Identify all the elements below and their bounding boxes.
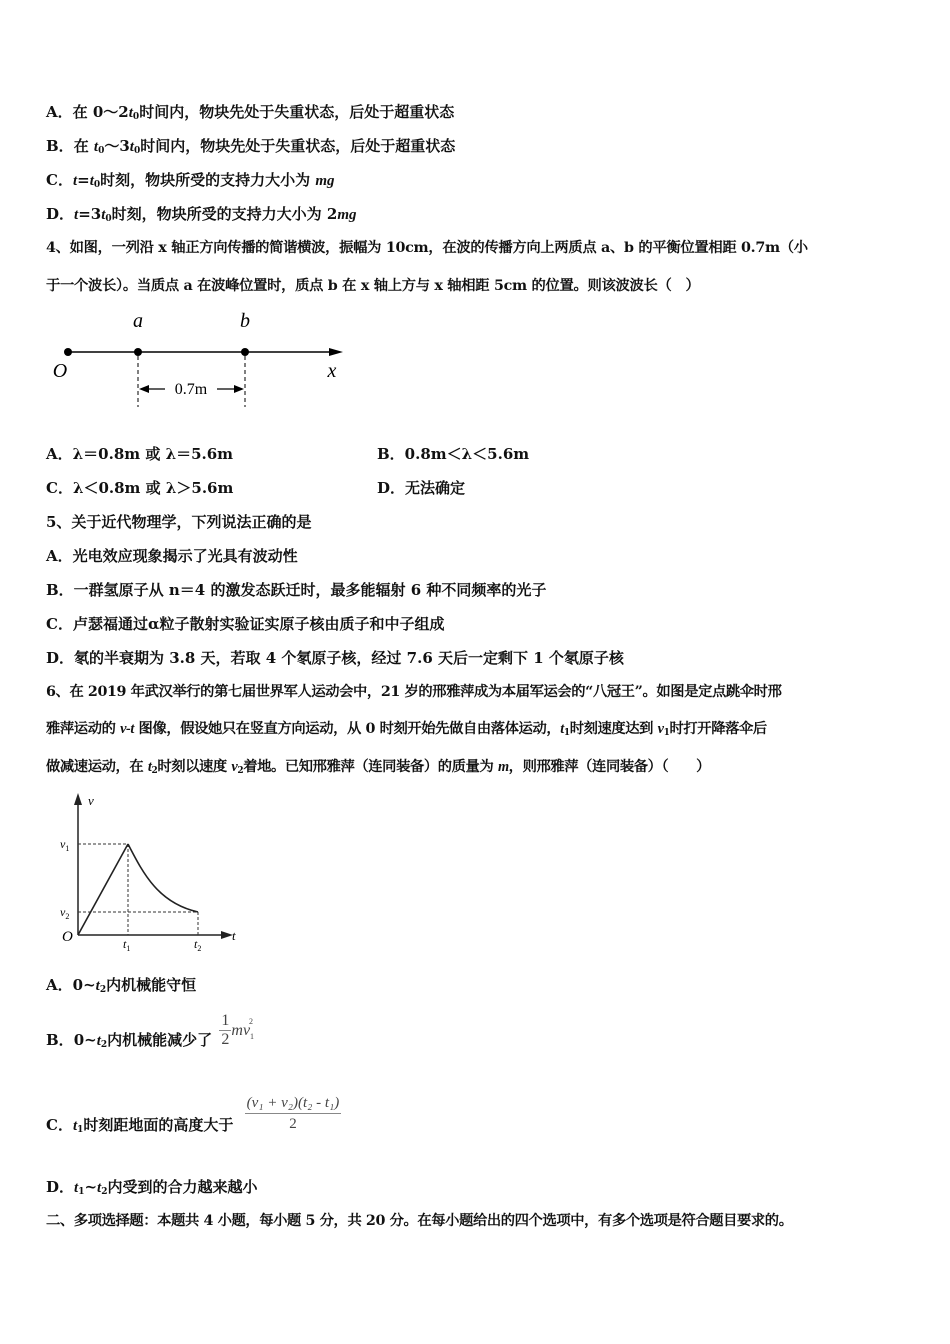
text: ，则邢雅萍（连同装备）（ ） <box>508 759 710 775</box>
option-text: 内机械能守恒 <box>106 976 197 994</box>
text: 时打开降落伞后 <box>669 721 767 737</box>
label-b: b <box>240 310 250 332</box>
q3-option-b <box>46 136 455 161</box>
text: 时刻以速度 <box>157 759 232 775</box>
var: v <box>231 759 238 775</box>
expression-mv <box>231 1017 255 1041</box>
v2-label: $v_2$ <box>60 905 70 921</box>
text: 图像，假设她只在竖直方向运动，从 0 时刻开始先做自由落体运动， <box>133 721 561 737</box>
subscript: 2 <box>100 1039 108 1050</box>
option-label: D． <box>46 205 75 223</box>
label-a: a <box>133 310 143 332</box>
var: v <box>657 721 664 737</box>
v-axis-label: v <box>88 793 94 808</box>
var: t <box>72 173 78 189</box>
var: t <box>97 1180 102 1196</box>
option-text: 时刻距地面的高度大于 <box>83 1115 234 1134</box>
option-text: 时刻，物块所受的支持力大小为 2 <box>111 205 338 223</box>
t2-label: $t_2$ <box>194 937 202 953</box>
text: 做减速运动，在 <box>46 759 148 775</box>
var: t <box>128 105 133 121</box>
var: m <box>497 759 509 775</box>
text: 时刻速度达到 <box>569 721 658 737</box>
numerator: (v₁ + v₂)(t₂ - t₁) <box>245 1093 342 1114</box>
subscript: 0 <box>105 214 112 224</box>
expr: mv <box>231 1021 251 1039</box>
option-text: 时刻，物块所受的支持力大小为 <box>100 171 316 189</box>
wave-axis-figure <box>45 305 355 415</box>
var: t <box>72 1117 78 1134</box>
q3-option-c <box>46 170 335 195</box>
vt-graph-figure <box>48 788 248 953</box>
q4-option-c: C．λ＜0.8m 或 λ＞5.6m <box>46 479 234 497</box>
q5-option-b: B．一群氢原子从 n＝4 的激发态跃迁时，最多能辐射 6 种不同频率的光子 <box>46 581 547 599</box>
denominator: 2 <box>221 1031 230 1048</box>
superscript: 2 <box>249 1017 254 1027</box>
subscript: 1 <box>663 728 670 738</box>
q4-option-a: A．λ＝0.8m 或 λ＝5.6m <box>46 445 234 463</box>
option-label: D． <box>46 1178 75 1196</box>
option-text: 内受到的合力越来越小 <box>107 1178 258 1196</box>
q3-option-a <box>46 102 454 127</box>
q5-stem: 5、关于近代物理学，下列说法正确的是 <box>46 513 312 531</box>
q4-stem-line1: 4、如图，一列沿 x 轴正方向传播的简谐横波，振幅为 10cm，在波的传播方向上两质点 a、b 的平衡位置相距 0.7m（小 <box>46 240 808 256</box>
var: t <box>147 759 152 775</box>
label-origin: O <box>52 360 68 382</box>
option-text: 在 0～2 <box>72 103 129 121</box>
subscript: 2 <box>237 766 244 776</box>
subscript: 0 <box>133 146 141 156</box>
subscript: 2 <box>99 985 107 995</box>
option-text: 0~ <box>73 1030 97 1049</box>
subscript: 1 <box>77 1124 84 1135</box>
option-label: B． <box>46 1030 74 1049</box>
var: t <box>101 207 106 223</box>
q4-option-d: D．无法确定 <box>377 479 466 497</box>
origin-label: O <box>62 929 73 945</box>
option-text: 在 <box>73 137 94 155</box>
var: t <box>74 207 79 223</box>
section-2-heading: 二、多项选择题：本题共 4 小题，每小题 5 分，共 20 分。在每小题给出的四个选项中，有多个选项是符合题目要求的。 <box>46 1213 793 1229</box>
option-label: B． <box>46 137 74 155</box>
fraction-one-half <box>219 1012 231 1049</box>
denominator: 2 <box>289 1116 297 1132</box>
subscript: 0 <box>132 112 140 122</box>
var: t <box>129 139 134 155</box>
option-text: 内机械能减少了 <box>107 1030 213 1049</box>
var: t <box>96 1032 101 1049</box>
var: t <box>560 721 564 737</box>
subscript: 0 <box>98 146 105 156</box>
subscript: 1 <box>563 728 570 738</box>
option-label: C． <box>46 171 73 189</box>
point-a-dot <box>134 348 142 356</box>
subscript: 1 <box>78 1187 85 1197</box>
text: 着地。已知邢雅萍（连同装备）的质量为 <box>243 759 498 775</box>
origin-dot <box>64 348 72 356</box>
q6-option-d <box>46 1177 257 1202</box>
option-text: ~ <box>84 1178 98 1196</box>
distance-label: 0.7m <box>174 381 208 398</box>
subscript: 2 <box>101 1187 108 1197</box>
t1-label: $t_1$ <box>123 937 131 953</box>
option-text: =3 <box>78 205 102 223</box>
subscript: 0 <box>93 180 101 190</box>
option-label: A． <box>46 103 73 121</box>
q6-option-a <box>46 975 196 1000</box>
option-label: C． <box>46 1115 73 1134</box>
t-axis-label: t <box>232 928 236 943</box>
var: t <box>74 1180 79 1196</box>
var: mg <box>315 173 335 189</box>
q4-option-b: B．0.8m＜λ＜5.6m <box>377 445 530 463</box>
option-text: = <box>77 171 90 189</box>
label-x: x <box>327 360 337 382</box>
q6-stem-line1: 6、在 2019 年武汉举行的第七届世界军人运动会中，21 岁的邢雅萍成为本届军运会的“八冠王”。如图是定点跳伞时邢 <box>46 684 782 700</box>
q6-stem-line3 <box>46 757 710 781</box>
var: t <box>89 173 94 189</box>
q3-option-d <box>46 204 356 229</box>
subscript: 2 <box>151 766 158 776</box>
q6-stem-line2 <box>46 719 767 743</box>
q6-option-b <box>46 1012 253 1050</box>
q5-option-a: A．光电效应现象揭示了光具有波动性 <box>46 547 298 565</box>
option-text: 时间内，物块先处于失重状态，后处于超重状态 <box>140 137 456 155</box>
point-b-dot <box>241 348 249 356</box>
q6-option-c <box>46 1093 341 1134</box>
v1-label: $v_1$ <box>60 837 70 853</box>
var: t <box>95 978 100 994</box>
option-text: 0~ <box>72 976 96 994</box>
text: 雅萍运动的 <box>46 721 121 737</box>
var: v-t <box>120 721 134 737</box>
var: mg <box>337 207 357 223</box>
fraction-height-expression <box>245 1093 342 1134</box>
q5-option-d: D．氡的半衰期为 3.8 天，若取 4 个氡原子核，经过 7.6 天后一定剩下 1 个氡原子核 <box>46 649 624 667</box>
q5-option-c: C．卢瑟福通过α粒子散射实验证实原子核由质子和中子组成 <box>46 615 445 633</box>
numerator: 1 <box>221 1012 230 1029</box>
q4-stem-line2: 于一个波长）。当质点 a 在波峰位置时，质点 b 在 x 轴上方与 x 轴相距 5cm 的位置。则该波波长（ ） <box>46 278 700 294</box>
option-label: A． <box>46 976 73 994</box>
var: t <box>93 139 99 155</box>
option-text: 时间内，物块先处于失重状态，后处于超重状态 <box>139 103 455 121</box>
option-text: ～3 <box>104 137 130 155</box>
subscript: 1 <box>250 1031 255 1041</box>
